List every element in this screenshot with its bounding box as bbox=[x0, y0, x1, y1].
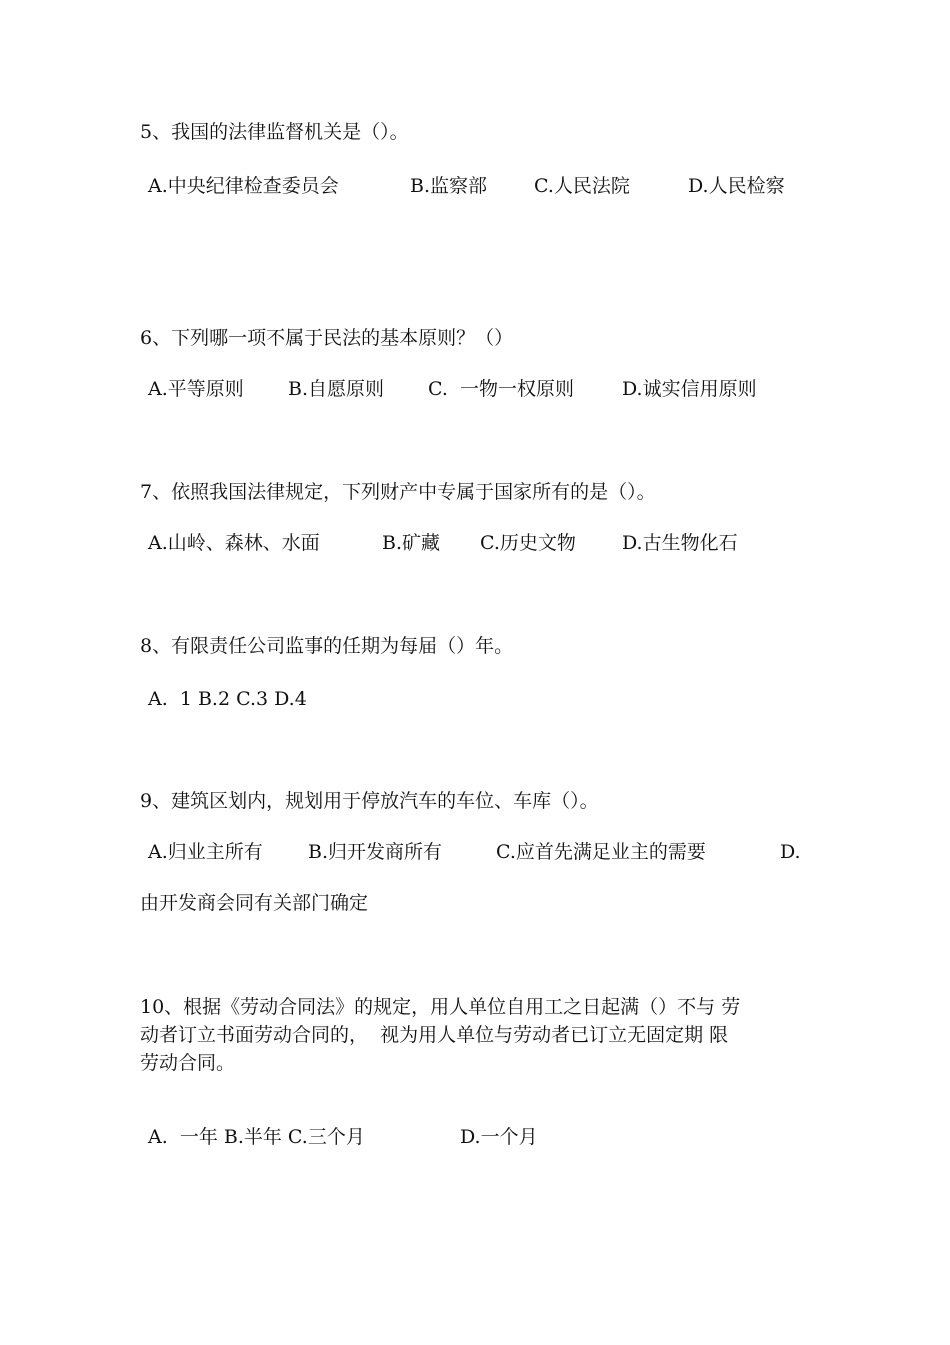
question-10-stem-line-2: 动者订立书面劳动合同的， 视为用人单位与劳动者已订立无固定期 限 bbox=[140, 1024, 729, 1046]
question-8-stem: 8、有限责任公司监事的任期为每届（）年。 bbox=[140, 635, 514, 657]
question-6-option-b: B.自愿原则 bbox=[288, 378, 385, 400]
question-7-option-b: B.矿藏 bbox=[382, 532, 441, 554]
question-6-option-d: D.诚实信用原则 bbox=[622, 378, 757, 400]
question-9-option-a: A.归业主所有 bbox=[148, 841, 263, 863]
question-10-options-abc: A. 一年 B.半年 C.三个月 bbox=[148, 1126, 365, 1148]
question-10-stem-line-3: 劳动合同。 bbox=[140, 1052, 236, 1074]
question-7-stem: 7、依照我国法律规定，下列财产中专属于国家所有的是（）。 bbox=[140, 481, 656, 503]
question-9-option-d: D. bbox=[780, 841, 801, 863]
question-9-option-d-continuation: 由开发商会同有关部门确定 bbox=[140, 892, 369, 914]
question-5-option-a: A.中央纪律检查委员会 bbox=[148, 175, 339, 197]
question-6-option-c: C. 一物一权原则 bbox=[428, 378, 574, 400]
question-7-option-c: C.历史文物 bbox=[480, 532, 576, 554]
question-6-stem: 6、下列哪一项不属于民法的基本原则？（） bbox=[140, 327, 514, 349]
question-5-option-d: D.人民检察 bbox=[688, 175, 785, 197]
question-10-options bbox=[148, 1123, 538, 1235]
question-10-stem-line-1: 10、根据《劳动合同法》的规定，用人单位自用工之日起满（）不与 劳 bbox=[140, 996, 741, 1018]
question-6-option-a: A.平等原则 bbox=[148, 378, 244, 400]
question-5-option-b: B.监察部 bbox=[410, 175, 488, 197]
question-9-option-c: C.应首先满足业主的需要 bbox=[496, 841, 706, 863]
question-8-options: A. 1 B.2 C.3 D.4 bbox=[148, 688, 307, 710]
question-9-option-b: B.归开发商所有 bbox=[308, 841, 443, 863]
question-5-stem: 5、我国的法律监督机关是（）。 bbox=[140, 121, 409, 143]
question-10-option-d: D.一个月 bbox=[460, 1126, 538, 1148]
question-7-option-d: D.古生物化石 bbox=[622, 532, 738, 554]
question-7-option-a: A.山岭、森林、水面 bbox=[148, 532, 320, 554]
question-9-stem: 9、建筑区划内，规划用于停放汽车的车位、车库（）。 bbox=[140, 790, 599, 812]
question-5-option-c: C.人民法院 bbox=[534, 175, 630, 197]
